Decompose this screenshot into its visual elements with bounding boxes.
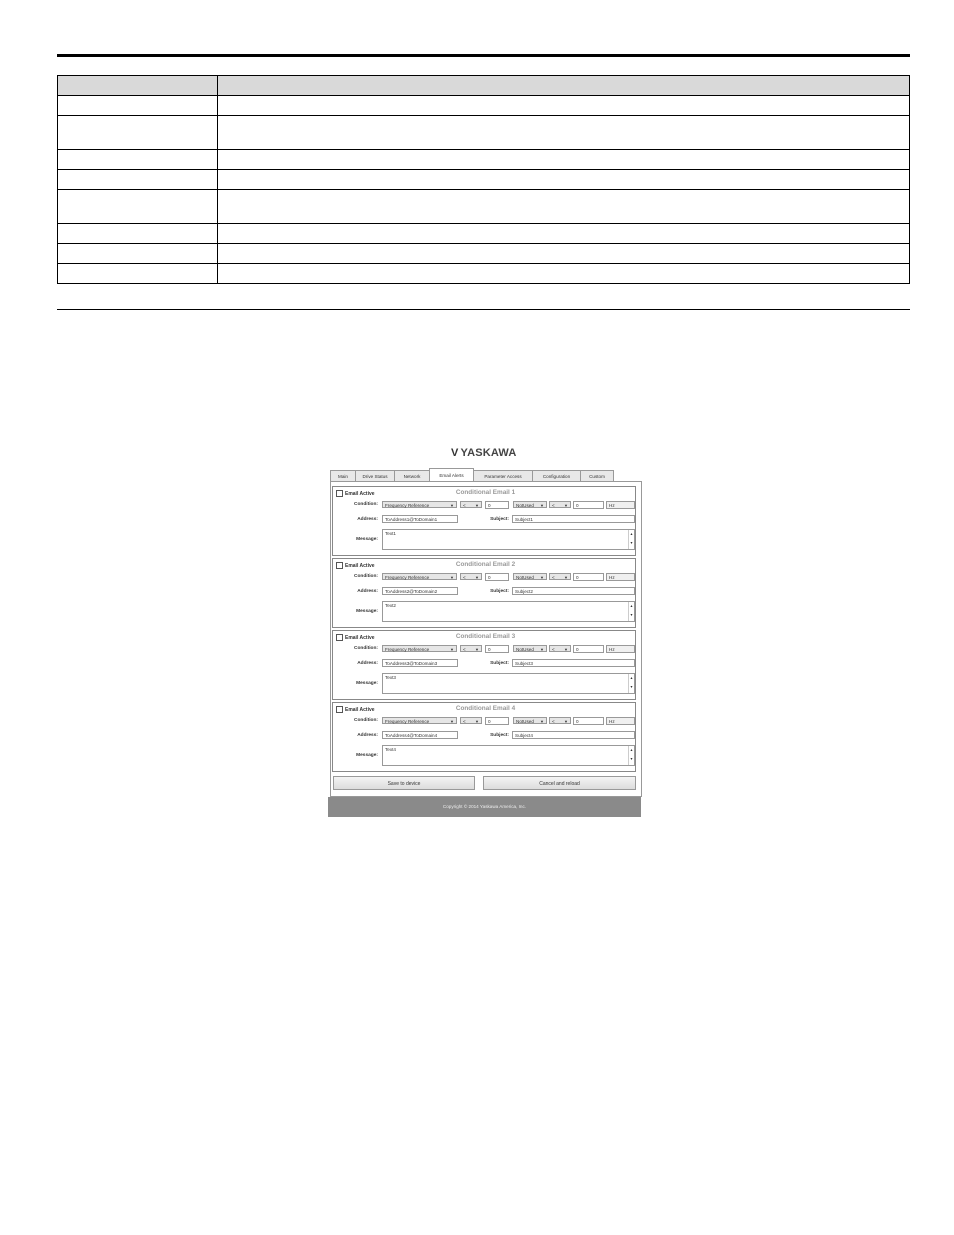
email-active-toggle[interactable] (336, 562, 375, 569)
table-row (58, 150, 910, 170)
save-to-device-button[interactable]: Save to device (333, 776, 475, 790)
message-textarea[interactable]: Text1 ▲ ▼ (382, 529, 635, 550)
chevron-down-icon: ▼ (475, 647, 479, 652)
conditional-email-panel (332, 630, 636, 700)
second-operator-select[interactable]: < ▼ (549, 645, 571, 652)
subject-label: Subject: (490, 661, 509, 666)
message-label: Message: (356, 753, 378, 758)
condition-operator-select[interactable]: < ▼ (460, 573, 482, 580)
table-row (58, 170, 910, 190)
address-label: Address: (357, 517, 378, 522)
tab-network[interactable]: Network (394, 470, 430, 482)
tab-custom[interactable]: Custom (580, 470, 614, 482)
top-rule (57, 54, 910, 57)
condition-value-input[interactable]: 0 (485, 573, 509, 581)
subject-input[interactable]: Subject4 (512, 731, 635, 739)
unit-label: Hz (606, 645, 635, 653)
chevron-down-icon: ▼ (475, 575, 479, 580)
subject-label: Subject: (490, 733, 509, 738)
yaskawa-logo: V YASKAWA (451, 447, 517, 459)
email-active-label: Email Active (345, 490, 375, 497)
second-parameter-select[interactable]: NotUsed ▼ (513, 501, 547, 508)
email-active-checkbox[interactable] (336, 490, 343, 497)
unit-label: Hz (606, 717, 635, 725)
chevron-down-icon: ▼ (564, 503, 568, 508)
condition-parameter-select[interactable]: Frequency Reference ▼ (382, 501, 457, 508)
scrollbar[interactable]: ▲ ▼ (628, 530, 634, 549)
email-active-checkbox[interactable] (336, 706, 343, 713)
conditional-email-panel (332, 702, 636, 772)
table-row (58, 224, 910, 244)
email-active-toggle[interactable] (336, 706, 375, 713)
chevron-down-icon: ▼ (540, 719, 544, 724)
condition-parameter-select[interactable]: Frequency Reference ▼ (382, 717, 457, 724)
copyright-footer: Copyright © 2014 Yaskawa America, Inc. (328, 797, 641, 817)
condition-value-input[interactable]: 0 (485, 717, 509, 725)
email-active-label: Email Active (345, 634, 375, 641)
email-title: Conditional Email 2 (455, 561, 516, 568)
unit-label: Hz (606, 501, 635, 509)
bottom-rule (57, 309, 910, 310)
tab-drive-status[interactable]: Drive Status (355, 470, 395, 482)
tab-parameter-access[interactable]: Parameter Access (473, 470, 533, 482)
email-active-label: Email Active (345, 706, 375, 713)
tab-email-alerts[interactable]: Email Alerts (429, 468, 474, 482)
email-title: Conditional Email 4 (455, 705, 516, 712)
email-active-toggle[interactable] (336, 490, 375, 497)
table-row (58, 116, 910, 150)
second-operator-select[interactable]: < ▼ (549, 717, 571, 724)
email-active-checkbox[interactable] (336, 562, 343, 569)
address-label: Address: (357, 661, 378, 666)
scrollbar[interactable]: ▲ ▼ (628, 674, 634, 693)
condition-operator-select[interactable]: < ▼ (460, 501, 482, 508)
condition-operator-select[interactable]: < ▼ (460, 645, 482, 652)
chevron-down-icon: ▼ (475, 719, 479, 724)
chevron-down-icon: ▼ (540, 503, 544, 508)
second-value-input[interactable]: 0 (573, 645, 604, 653)
condition-parameter-select[interactable]: Frequency Reference ▼ (382, 573, 457, 580)
email-active-label: Email Active (345, 562, 375, 569)
message-label: Message: (356, 609, 378, 614)
address-input[interactable]: ToAddress1@ToDomain1 (382, 515, 458, 523)
second-operator-select[interactable]: < ▼ (549, 573, 571, 580)
email-alerts-screenshot (328, 440, 641, 817)
chevron-down-icon: ▼ (450, 503, 454, 508)
cancel-and-reload-button[interactable]: Cancel and reload (483, 776, 636, 790)
second-parameter-select[interactable]: NotUsed ▼ (513, 717, 547, 724)
condition-value-input[interactable]: 0 (485, 645, 509, 653)
table-header-row (58, 76, 910, 96)
chevron-down-icon: ▼ (564, 719, 568, 724)
chevron-down-icon: ▼ (564, 647, 568, 652)
second-value-input[interactable]: 0 (573, 501, 604, 509)
email-title: Conditional Email 3 (455, 633, 516, 640)
condition-operator-select[interactable]: < ▼ (460, 717, 482, 724)
subject-input[interactable]: Subject2 (512, 587, 635, 595)
chevron-down-icon: ▼ (540, 575, 544, 580)
second-value-input[interactable]: 0 (573, 573, 604, 581)
condition-parameter-select[interactable]: Frequency Reference ▼ (382, 645, 457, 652)
condition-label: Condition: (354, 574, 378, 579)
subject-input[interactable]: Subject3 (512, 659, 635, 667)
address-label: Address: (357, 733, 378, 738)
message-label: Message: (356, 681, 378, 686)
table-row (58, 244, 910, 264)
message-textarea[interactable]: Text2 ▲ ▼ (382, 601, 635, 622)
subject-label: Subject: (490, 589, 509, 594)
condition-label: Condition: (354, 718, 378, 723)
condition-value-input[interactable]: 0 (485, 501, 509, 509)
table-row (58, 264, 910, 284)
chevron-down-icon: ▼ (564, 575, 568, 580)
conditional-email-panel (332, 486, 636, 556)
chevron-down-icon: ▼ (475, 503, 479, 508)
chevron-down-icon: ▼ (450, 575, 454, 580)
message-textarea[interactable]: Text4 ▲ ▼ (382, 745, 635, 766)
scrollbar[interactable]: ▲ ▼ (628, 602, 634, 621)
message-textarea[interactable]: Text3 ▲ ▼ (382, 673, 635, 694)
scrollbar[interactable]: ▲ ▼ (628, 746, 634, 765)
subject-input[interactable]: Subject1 (512, 515, 635, 523)
conditional-email-panel (332, 558, 636, 628)
second-operator-select[interactable]: < ▼ (549, 501, 571, 508)
address-input[interactable]: ToAddress2@ToDomain2 (382, 587, 458, 595)
chevron-down-icon: ▼ (540, 647, 544, 652)
second-value-input[interactable]: 0 (573, 717, 604, 725)
chevron-down-icon: ▼ (450, 647, 454, 652)
email-title: Conditional Email 1 (455, 489, 516, 496)
tab-main[interactable]: Main (330, 470, 356, 482)
tab-configuration[interactable]: Configuration (532, 470, 581, 482)
condition-label: Condition: (354, 502, 378, 507)
chevron-down-icon: ▼ (450, 719, 454, 724)
email-active-toggle[interactable] (336, 634, 375, 641)
table-row (58, 190, 910, 224)
second-parameter-select[interactable]: NotUsed ▼ (513, 645, 547, 652)
address-input[interactable]: ToAddress4@ToDomain4 (382, 731, 458, 739)
unit-label: Hz (606, 573, 635, 581)
condition-label: Condition: (354, 646, 378, 651)
table-row (58, 96, 910, 116)
email-active-checkbox[interactable] (336, 634, 343, 641)
yaskawa-logo-icon: V (451, 447, 459, 459)
address-input[interactable]: ToAddress3@ToDomain3 (382, 659, 458, 667)
message-label: Message: (356, 537, 378, 542)
subject-label: Subject: (490, 517, 509, 522)
reference-table (57, 75, 910, 284)
address-label: Address: (357, 589, 378, 594)
second-parameter-select[interactable]: NotUsed ▼ (513, 573, 547, 580)
